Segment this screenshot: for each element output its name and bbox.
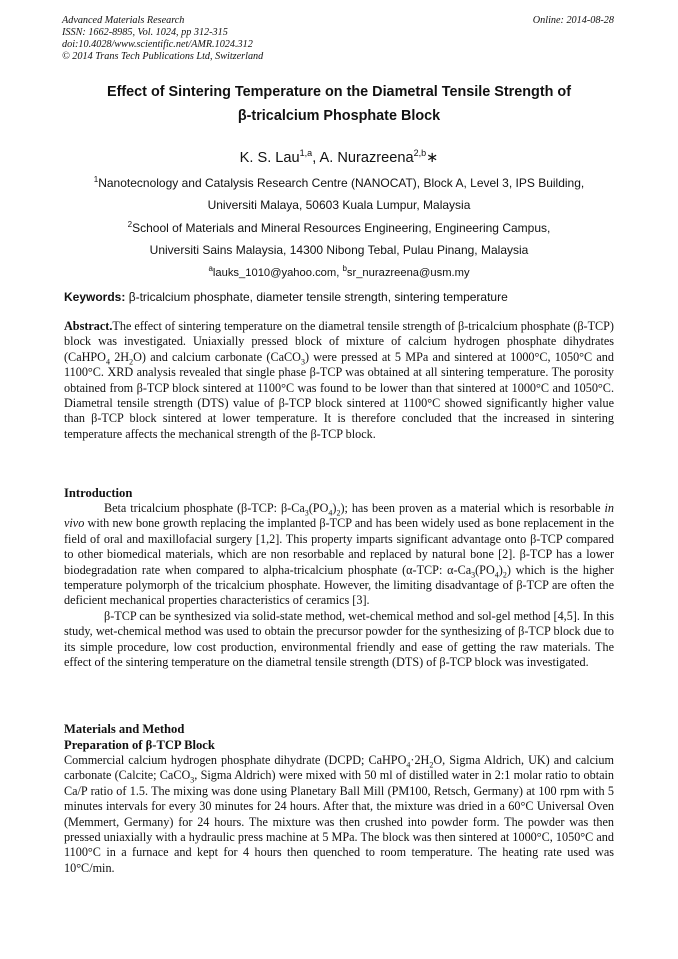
author-2: A. Nurazreena [319,150,414,166]
methods-subheading: Preparation of β-TCP Block [64,738,215,752]
online-date: Online: 2014-08-28 [532,15,614,26]
journal-issn: ISSN: 1662-8985, Vol. 1024, pp 312-315 [62,27,228,38]
journal-name: Advanced Materials Research [62,15,185,26]
abstract-text: Abstract.The effect of sintering temperature on the diametral tensile strength of β-tricalcium phosphate (β-TCP) block was investigated. Uniaxially pressed block of mixture of calcium hydrogen phosphate dihydrates (CaHPO$_4$ $2H_2O$) and calcium carbonate (CaCO$_3$) were pressed at 5 MPa and sintered at 1000°C, 1050°C and 1100°C. XRD analysis revealed that single phase β-TCP was obtained at all sintering temperature. The porosity obtained from β-TCP block sintered at 1100°C was found to be lower than that sintered at 1000°C and 1050°C. Diametral tensile strength (DTS) value of β-TCP block sintered at 1100°C showed significantly higher value than β-TCP block sintered at lower temperature. It is therefore concluded that the increased in sintering temperature affects the mechanical strength of the β-TCP block. [64,319,614,441]
affiliation-2-line-2: Universiti Sains Malaysia, 14300 Nibong Tebal, Pulau Pinang, Malaysia [149,243,529,258]
paper-title [40,80,638,128]
author-1-sup: 1,a [299,148,313,158]
methods-heading: Materials and Method [64,722,185,736]
introduction-paragraph-1: Beta tricalcium phosphate (β-TCP: $\beta-Ca_3(PO_4)_2$); has been proven as a material which is resorbable in vivo with new bone growth replacing the implanted β-TCP and has been widely used as bone replacement in the field of oral and maxillofacial surgery [1,2]. This property imparts significant advantage onto β-TCP compared to other biomedical materials, which are non resorbable and replaced by natural bone [2]. β-TCP has a lower biodegradation rate when compared to alpha-tricalcium phosphate (α-TCP: $\alpha-Ca_3(PO_4)_2$) which is the higher temperature polymorph of the tricalcium phosphate. However, the limiting disadvantage of β-TCP are often the deficient mechanical properties characteristics of ceramics [3]. [64,501,614,608]
email-b: sr_nurazreena@usm.my [346,266,470,279]
introduction-paragraph-2: β-TCP can be synthesized via solid-state method, wet-chemical method and sol-gel method [4,5]. In this study, wet-chemical method was used to obtain the precursor powder for the synthesizing of β-TCP block due to its simple procedure, low cost production, environmental friendly and ease of getting the raw materials. The effect of the sintering temperature on the diametral tensile strength (DTS) of β-TCP block was investigated. [64,608,614,670]
corresponding-star: ∗ [426,150,439,166]
methods-paragraph-1: Commercial calcium hydrogen phosphate dihydrate (DCPD; $CaHPO_4\cdot 2H_2O$, Sigma Aldrich, UK) and calcium carbonate (Calcite; CaCO$_3$, Sigma Aldrich) were mixed with 50 ml of distilled water in 2:1 molar ratio to obtain Ca/P ratio of 1.5. The mixing was done using Planetary Ball Mill (PM100, Retsch, Germany) at 100 rpm with 5 minutes intervals for every 30 minutes for 24 hours. After that, the mixture was dried in a 60°C Universal Oven (Memmert, Germany) for 24 hours. The mixture was then crushed into powder form. The powder was then pressed uniaxially with a hydraulic press machine at 5 MPa. The block was then sintered at 1000°C, 1050°C and 1100°C in a furnace and kept for 4 hours then quenched to room temperature. The heating rate used was 10°C/min. [64,753,615,875]
introduction-section [64,485,614,670]
author-2-sup: 2,b [413,148,427,158]
introduction-heading: Introduction [64,486,133,500]
affiliation-1-line-1: $^1$Nanotecnology and Catalysis Research Centre (NANOCAT), Block A, Level 3, IPS Building, [93,175,585,190]
author-separator: , [312,150,320,166]
abstract-section [64,319,614,442]
affiliation-2-line-1: $^2$School of Materials and Mineral Resources Engineering, Engineering Campus, [127,219,551,235]
affiliation-1-line-2: Universiti Malaya, 50603 Kuala Lumpur, Malaysia [207,198,471,213]
author-list [40,148,638,168]
author-emails: $^a$lauks_1010@yahoo.com, $^b$sr_nurazreena@usm.my [208,263,470,279]
keywords-text: β-tricalcium phosphate, diameter tensile strength, sintering temperature [125,290,508,304]
journal-copyright: © 2014 Trans Tech Publications Ltd, Switzerland [62,51,264,62]
keywords-label: Keywords: [64,290,126,304]
journal-header [62,15,263,63]
abstract-label: Abstract. [64,319,113,333]
title-line-2: β-tricalcium Phosphate Block [237,108,441,124]
journal-doi: doi:10.4028/www.scientific.net/AMR.1024.312 [62,39,253,50]
keywords [64,288,624,306]
email-a: lauks_1010@yahoo.com, [212,266,343,279]
affiliations [40,172,638,284]
author-1: K. S. Lau [239,150,300,166]
methods-section [64,721,614,876]
title-line-1: Effect of Sintering Temperature on the Diametral Tensile Strength of [106,84,572,100]
